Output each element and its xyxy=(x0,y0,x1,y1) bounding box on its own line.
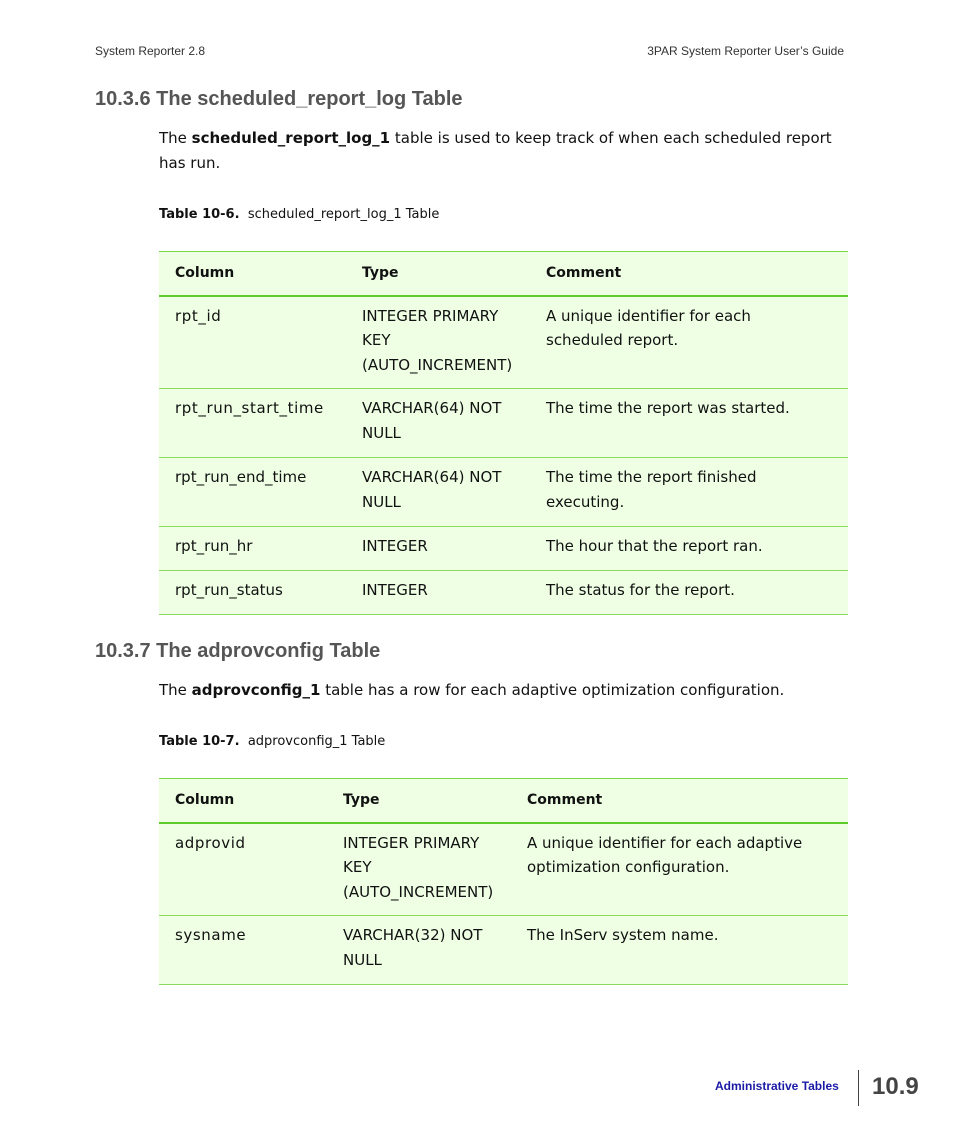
cell-comment: The time the report was started. xyxy=(530,389,848,458)
section1-desc-prefix: The xyxy=(159,129,192,147)
caption-label: Table 10-6. xyxy=(159,207,240,222)
table-row xyxy=(159,571,848,615)
page-number: 10.9 xyxy=(872,1073,919,1100)
cell-column-name: rpt_id xyxy=(159,296,346,389)
header-product-name: System Reporter 2.8 xyxy=(95,44,206,58)
cell-type: INTEGER PRIMARY KEY (AUTO_INCREMENT) xyxy=(327,823,511,916)
section-heading-scheduled-report-log: 10.3.6 The scheduled_report_log Table xyxy=(95,88,463,110)
table-row xyxy=(159,458,848,527)
section1-desc-table-name: scheduled_report_log_1 xyxy=(191,129,391,147)
cell-comment: A unique identifier for each adaptive optimization configuration. xyxy=(511,823,848,916)
cell-column-name: rpt_run_hr xyxy=(159,527,346,571)
column-header: Column xyxy=(159,252,346,296)
cell-type: INTEGER xyxy=(346,527,530,571)
cell-column-name: rpt_run_status xyxy=(159,571,346,615)
cell-column-name: rpt_run_start_time xyxy=(159,389,346,458)
table-row xyxy=(159,296,848,389)
section2-desc-suffix: table has a row for each adaptive optimization configuration. xyxy=(320,681,785,699)
cell-comment: A unique identifier for each scheduled report. xyxy=(530,296,848,389)
cell-type: VARCHAR(64) NOT NULL xyxy=(346,458,530,527)
column-header: Comment xyxy=(530,252,848,296)
cell-comment: The status for the report. xyxy=(530,571,848,615)
table-row xyxy=(159,389,848,458)
scheduled-report-log-table xyxy=(159,251,848,615)
cell-column-name: adprovid xyxy=(159,823,327,916)
caption-label: Table 10-7. xyxy=(159,734,240,749)
table-header-row xyxy=(159,252,848,296)
table-caption-10-7 xyxy=(159,734,385,749)
column-header: Comment xyxy=(511,779,848,823)
table-row xyxy=(159,916,848,985)
cell-type: INTEGER xyxy=(346,571,530,615)
table-caption-10-6 xyxy=(159,207,439,222)
cell-type: VARCHAR(32) NOT NULL xyxy=(327,916,511,985)
header-guide-title: 3PAR System Reporter User’s Guide xyxy=(647,44,844,58)
column-header: Column xyxy=(159,779,327,823)
column-header: Type xyxy=(327,779,511,823)
adprovconfig-table xyxy=(159,778,848,985)
running-header xyxy=(95,44,844,60)
section2-desc-table-name: adprovconfig_1 xyxy=(191,681,321,699)
cell-comment: The time the report finished executing. xyxy=(530,458,848,527)
cell-type: VARCHAR(64) NOT NULL xyxy=(346,389,530,458)
section1-description xyxy=(159,126,851,176)
table-row xyxy=(159,823,848,916)
cell-column-name: sysname xyxy=(159,916,327,985)
caption-text: scheduled_report_log_1 Table xyxy=(247,207,440,222)
cell-comment: The InServ system name. xyxy=(511,916,848,985)
section2-description xyxy=(159,678,851,703)
cell-column-name: rpt_run_end_time xyxy=(159,458,346,527)
section-heading-adprovconfig: 10.3.7 The adprovconfig Table xyxy=(95,640,381,662)
footer-section-link[interactable]: Administrative Tables xyxy=(715,1079,839,1093)
cell-comment: The hour that the report ran. xyxy=(530,527,848,571)
caption-text: adprovconfig_1 Table xyxy=(247,734,386,749)
footer-divider xyxy=(858,1070,859,1106)
table-header-row xyxy=(159,779,848,823)
column-header: Type xyxy=(346,252,530,296)
section1-desc-suffix: table is used to keep track of when each scheduled report has run. xyxy=(159,129,832,172)
cell-type: INTEGER PRIMARY KEY (AUTO_INCREMENT) xyxy=(346,296,530,389)
section2-desc-prefix: The xyxy=(159,681,192,699)
table-row xyxy=(159,527,848,571)
